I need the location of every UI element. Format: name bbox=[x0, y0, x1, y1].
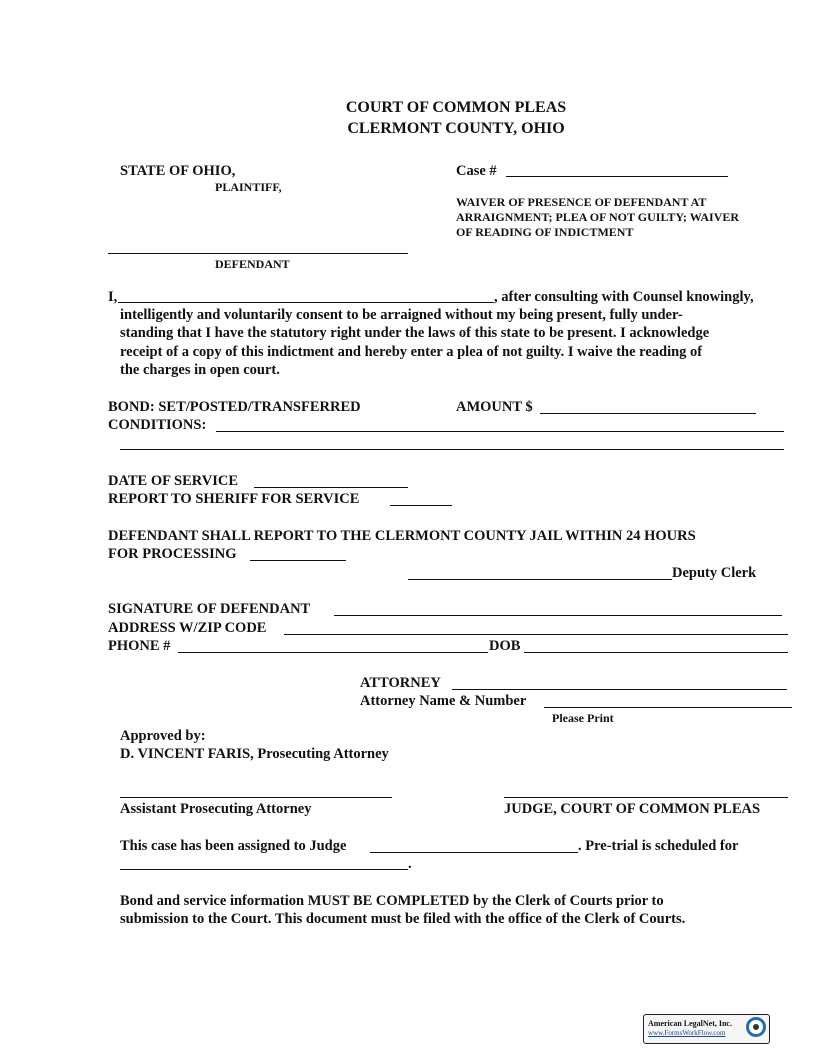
date-of-service-field[interactable] bbox=[254, 487, 408, 488]
judge-signature-field[interactable] bbox=[504, 797, 788, 798]
report-to-sheriff-label: REPORT TO SHERIFF FOR SERVICE bbox=[108, 491, 360, 507]
date-of-service-label: DATE OF SERVICE bbox=[108, 473, 239, 489]
consent-line-4: receipt of a copy of this indictment and hereby enter a plea of not guilty. I waive the reading of bbox=[120, 344, 703, 360]
address-field[interactable] bbox=[284, 634, 788, 635]
defendant-label: DEFENDANT bbox=[215, 257, 290, 271]
amount-label: AMOUNT $ bbox=[456, 399, 533, 415]
notice-line-2: submission to the Court. This document must be filed with the office of the Clerk of Courts. bbox=[120, 911, 686, 927]
dob-label: DOB bbox=[489, 638, 521, 654]
defendant-name-field[interactable] bbox=[108, 253, 408, 254]
assignment-suffix: . Pre-trial is scheduled for bbox=[578, 838, 739, 854]
assignment-end: . bbox=[408, 856, 412, 872]
consent-line-1: , after consulting with Counsel knowingly, bbox=[494, 289, 754, 305]
report-to-sheriff-field[interactable] bbox=[390, 505, 452, 506]
jail-report-line-1: DEFENDANT SHALL REPORT TO THE CLERMONT COUNTY JAIL WITHIN 24 HOURS bbox=[108, 528, 696, 544]
state-label: STATE OF OHIO, bbox=[120, 163, 236, 179]
jail-report-line-2: FOR PROCESSING bbox=[108, 546, 237, 562]
processing-field[interactable] bbox=[250, 560, 346, 561]
phone-label: PHONE # bbox=[108, 638, 171, 654]
logo-company: American LegalNet, Inc. bbox=[648, 1019, 732, 1028]
bond-label: BOND: SET/POSTED/TRANSFERRED bbox=[108, 399, 361, 415]
conditions-label: CONDITIONS: bbox=[108, 417, 207, 433]
prosecutor-name: D. VINCENT FARIS, Prosecuting Attorney bbox=[120, 746, 389, 762]
assignment-prefix: This case has been assigned to Judge bbox=[120, 838, 347, 854]
case-number-label: Case # bbox=[456, 163, 497, 179]
attorney-label: ATTORNEY bbox=[360, 675, 441, 691]
american-legalnet-logo bbox=[643, 1014, 770, 1044]
deputy-clerk-signature-field[interactable] bbox=[408, 579, 672, 580]
notice-line-1: Bond and service information MUST BE COMPLETED by the Clerk of Courts prior to bbox=[120, 893, 664, 909]
dob-field[interactable] bbox=[524, 652, 788, 653]
phone-field[interactable] bbox=[178, 652, 488, 653]
logo-emblem-icon bbox=[746, 1017, 766, 1037]
court-title: COURT OF COMMON PLEAS bbox=[345, 99, 567, 116]
plaintiff-label: PLAINTIFF, bbox=[215, 180, 282, 194]
signature-of-defendant-field[interactable] bbox=[334, 615, 782, 616]
pretrial-date-field[interactable] bbox=[120, 869, 408, 870]
attorney-name-field[interactable] bbox=[544, 707, 792, 708]
waiver-title-line-2: ARRAIGNMENT; PLEA OF NOT GUILTY; WAIVER bbox=[456, 210, 740, 224]
waiver-title-line-1: WAIVER OF PRESENCE OF DEFENDANT AT bbox=[456, 195, 707, 209]
please-print-label: Please Print bbox=[552, 711, 614, 725]
consent-line-3: standing that I have the statutory right under the laws of this state to be present. I acknowledge bbox=[120, 325, 710, 341]
deputy-clerk-label: Deputy Clerk bbox=[672, 565, 757, 581]
amount-field[interactable] bbox=[540, 413, 756, 414]
waiver-title-line-3: OF READING OF INDICTMENT bbox=[456, 225, 634, 239]
attorney-name-label: Attorney Name & Number bbox=[360, 693, 527, 709]
approved-by-label: Approved by: bbox=[120, 728, 206, 744]
consent-line-5: the charges in open court. bbox=[120, 362, 280, 378]
address-label: ADDRESS W/ZIP CODE bbox=[108, 620, 267, 636]
signature-of-defendant-label: SIGNATURE OF DEFENDANT bbox=[108, 601, 311, 617]
consent-prefix: I, bbox=[108, 289, 118, 305]
consent-line-2: intelligently and voluntarily consent to be arraigned without my being present, fully under- bbox=[120, 307, 683, 323]
logo-url[interactable]: www.FormsWorkFlow.com bbox=[648, 1029, 726, 1037]
conditions-field-2[interactable] bbox=[120, 449, 784, 450]
attorney-signature-field[interactable] bbox=[452, 689, 787, 690]
judge-assigned-field[interactable] bbox=[370, 852, 578, 853]
assistant-prosecutor-label: Assistant Prosecuting Attorney bbox=[120, 801, 312, 817]
county-title: CLERMONT COUNTY, OHIO bbox=[347, 120, 565, 137]
defendant-consent-name-field[interactable] bbox=[118, 302, 494, 303]
judge-label: JUDGE, COURT OF COMMON PLEAS bbox=[504, 801, 761, 817]
case-number-field[interactable] bbox=[506, 176, 728, 177]
conditions-field-1[interactable] bbox=[216, 431, 784, 432]
assistant-prosecutor-signature-field[interactable] bbox=[120, 797, 392, 798]
